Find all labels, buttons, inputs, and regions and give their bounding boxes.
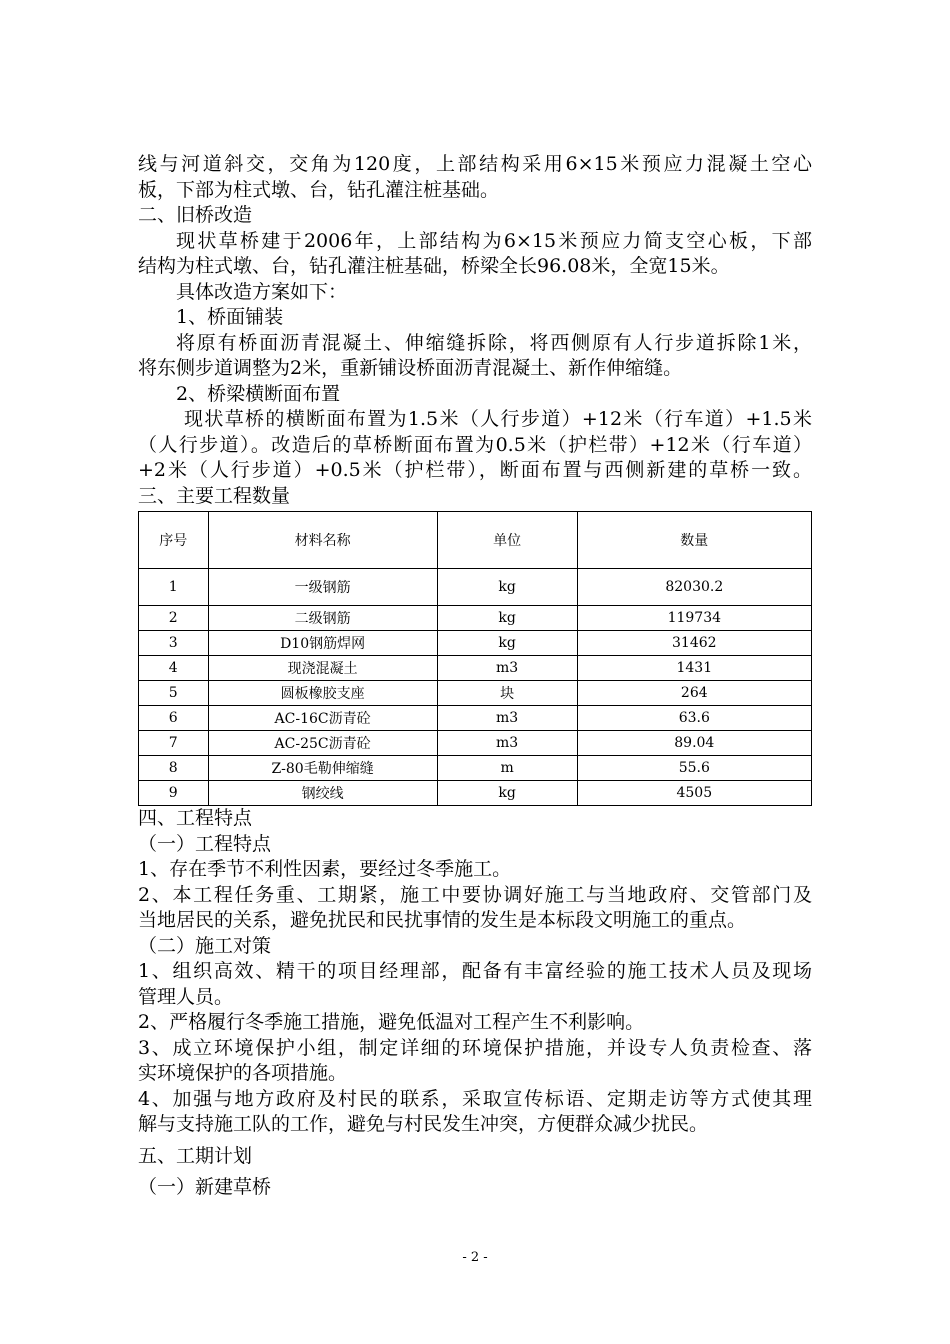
paragraph-line: 具体改造方案如下： [176, 280, 348, 303]
table-cell: 块 [437, 681, 577, 706]
table-cell: 4505 [577, 781, 811, 806]
subsection-heading: 1、桥面铺装 [176, 306, 284, 328]
table-header-row [139, 512, 812, 569]
table-cell: 264 [577, 681, 811, 706]
table-header-cell: 序号 [139, 512, 209, 569]
section-heading: 三、主要工程数量 [138, 484, 291, 507]
section-heading: 五、工期计划 [138, 1144, 253, 1167]
table-cell: m3 [437, 656, 577, 681]
table-cell: 8 [139, 756, 209, 781]
table-row [139, 631, 812, 656]
table-cell: Z-80毛勒伸缩缝 [208, 756, 437, 781]
paragraph-line: 现状草桥的横断面布置为1.5米（人行步道）+12米（行车道）+1.5米 [184, 408, 812, 430]
table-cell: 7 [139, 731, 209, 756]
section-heading: 四、工程特点 [138, 807, 253, 829]
table-cell: kg [437, 569, 577, 606]
quantity-table [138, 511, 812, 806]
table-cell: 二级钢筋 [208, 606, 437, 631]
table-cell: 9 [139, 781, 209, 806]
paragraph-line: +2米（人行步道）+0.5米（护栏带），断面布置与西侧新建的草桥一致。 [138, 459, 812, 481]
table-cell: kg [437, 606, 577, 631]
table-cell: AC-16C沥青砼 [208, 706, 437, 731]
table-row [139, 606, 812, 631]
table-cell: 6 [139, 706, 209, 731]
paragraph-line: 板，下部为柱式墩、台，钻孔灌注桩基础。 [138, 178, 500, 201]
table-cell: 2 [139, 606, 209, 631]
table-cell: 55.6 [577, 756, 811, 781]
section-heading: 二、旧桥改造 [138, 204, 253, 226]
paragraph-line: 解与支持施工队的工作，避免与村民发生冲突，方便群众减少扰民。 [138, 1113, 709, 1135]
paragraph-line: 2、严格履行冬季施工措施，避免低温对工程产生不利影响。 [138, 1011, 645, 1033]
table-cell: 一级钢筋 [208, 569, 437, 606]
table-header-cell: 材料名称 [208, 512, 437, 569]
table-cell: D10钢筋焊网 [208, 631, 437, 656]
table-cell: m [437, 756, 577, 781]
page-number: - 2 - [462, 1250, 488, 1265]
document-page [138, 152, 812, 1201]
table-cell: 3 [139, 631, 209, 656]
table-cell: 4 [139, 656, 209, 681]
table-cell: AC-25C沥青砼 [208, 731, 437, 756]
table-cell: 5 [139, 681, 209, 706]
table-cell: 钢绞线 [208, 781, 437, 806]
table-cell: m3 [437, 731, 577, 756]
table-cell: 1431 [577, 656, 811, 681]
table-row [139, 569, 812, 606]
paragraph-line: 线与河道斜交，交角为120度，上部结构采用6×15米预应力混凝土空心 [138, 153, 812, 175]
paragraph-line: 2、本工程任务重、工期紧，施工中要协调好施工与当地政府、交管部门及 [138, 883, 812, 906]
table-header-cell: 数量 [577, 512, 811, 569]
paragraph-line: 将东侧步道调整为2米，重新铺设桥面沥青混凝土、新作伸缩缝。 [138, 357, 683, 379]
paragraph-line: 结构为柱式墩、台，钻孔灌注桩基础，桥梁全长96.08米，全宽15米。 [138, 255, 730, 277]
table-cell: kg [437, 631, 577, 656]
table-cell: 1 [139, 569, 209, 606]
table-row [139, 656, 812, 681]
subsection-heading: （二）施工对策 [138, 934, 272, 957]
table-cell: 89.04 [577, 731, 811, 756]
table-row [139, 731, 812, 756]
table-row [139, 681, 812, 706]
subsection-heading: （一）新建草桥 [138, 1176, 272, 1198]
table-cell: m3 [437, 706, 577, 731]
paragraph-line: 1、组织高效、精干的项目经理部，配备有丰富经验的施工技术人员及现场 [138, 960, 812, 982]
table-cell: 现浇混凝土 [208, 656, 437, 681]
table-cell: 圆板橡胶支座 [208, 681, 437, 706]
table-row [139, 756, 812, 781]
paragraph-line: 4、加强与地方政府及村民的联系，采取宣传标语、定期走访等方式使其理 [138, 1087, 812, 1110]
table-row [139, 781, 812, 806]
paragraph-line: 当地居民的关系，避免扰民和民扰事情的发生是本标段文明施工的重点。 [138, 909, 747, 931]
paragraph-line: 1、存在季节不利性因素，要经过冬季施工。 [138, 858, 512, 880]
paragraph-line: 管理人员。 [138, 985, 234, 1008]
table-header-cell: 单位 [437, 512, 577, 569]
table-row [139, 706, 812, 731]
table-cell: 119734 [577, 606, 811, 631]
paragraph-line: （人行步道）。改造后的草桥断面布置为0.5米（护栏带）+12米（行车道） [138, 433, 812, 456]
paragraph-line: 实环境保护的各项措施。 [138, 1062, 348, 1084]
table-cell: 82030.2 [577, 569, 811, 606]
subsection-heading: （一）工程特点 [138, 832, 272, 855]
paragraph-line: 现状草桥建于2006年，上部结构为6×15米预应力简支空心板，下部 [176, 229, 812, 252]
paragraph-line: 3、成立环境保护小组，制定详细的环境保护措施，并设专人负责检查、落 [138, 1036, 812, 1059]
paragraph-line: 将原有桥面沥青混凝土、伸缩缝拆除，将西侧原有人行步道拆除1米， [176, 331, 812, 354]
table-cell: 63.6 [577, 706, 811, 731]
table-cell: 31462 [577, 631, 811, 656]
table-cell: kg [437, 781, 577, 806]
subsection-heading: 2、桥梁横断面布置 [176, 382, 341, 405]
